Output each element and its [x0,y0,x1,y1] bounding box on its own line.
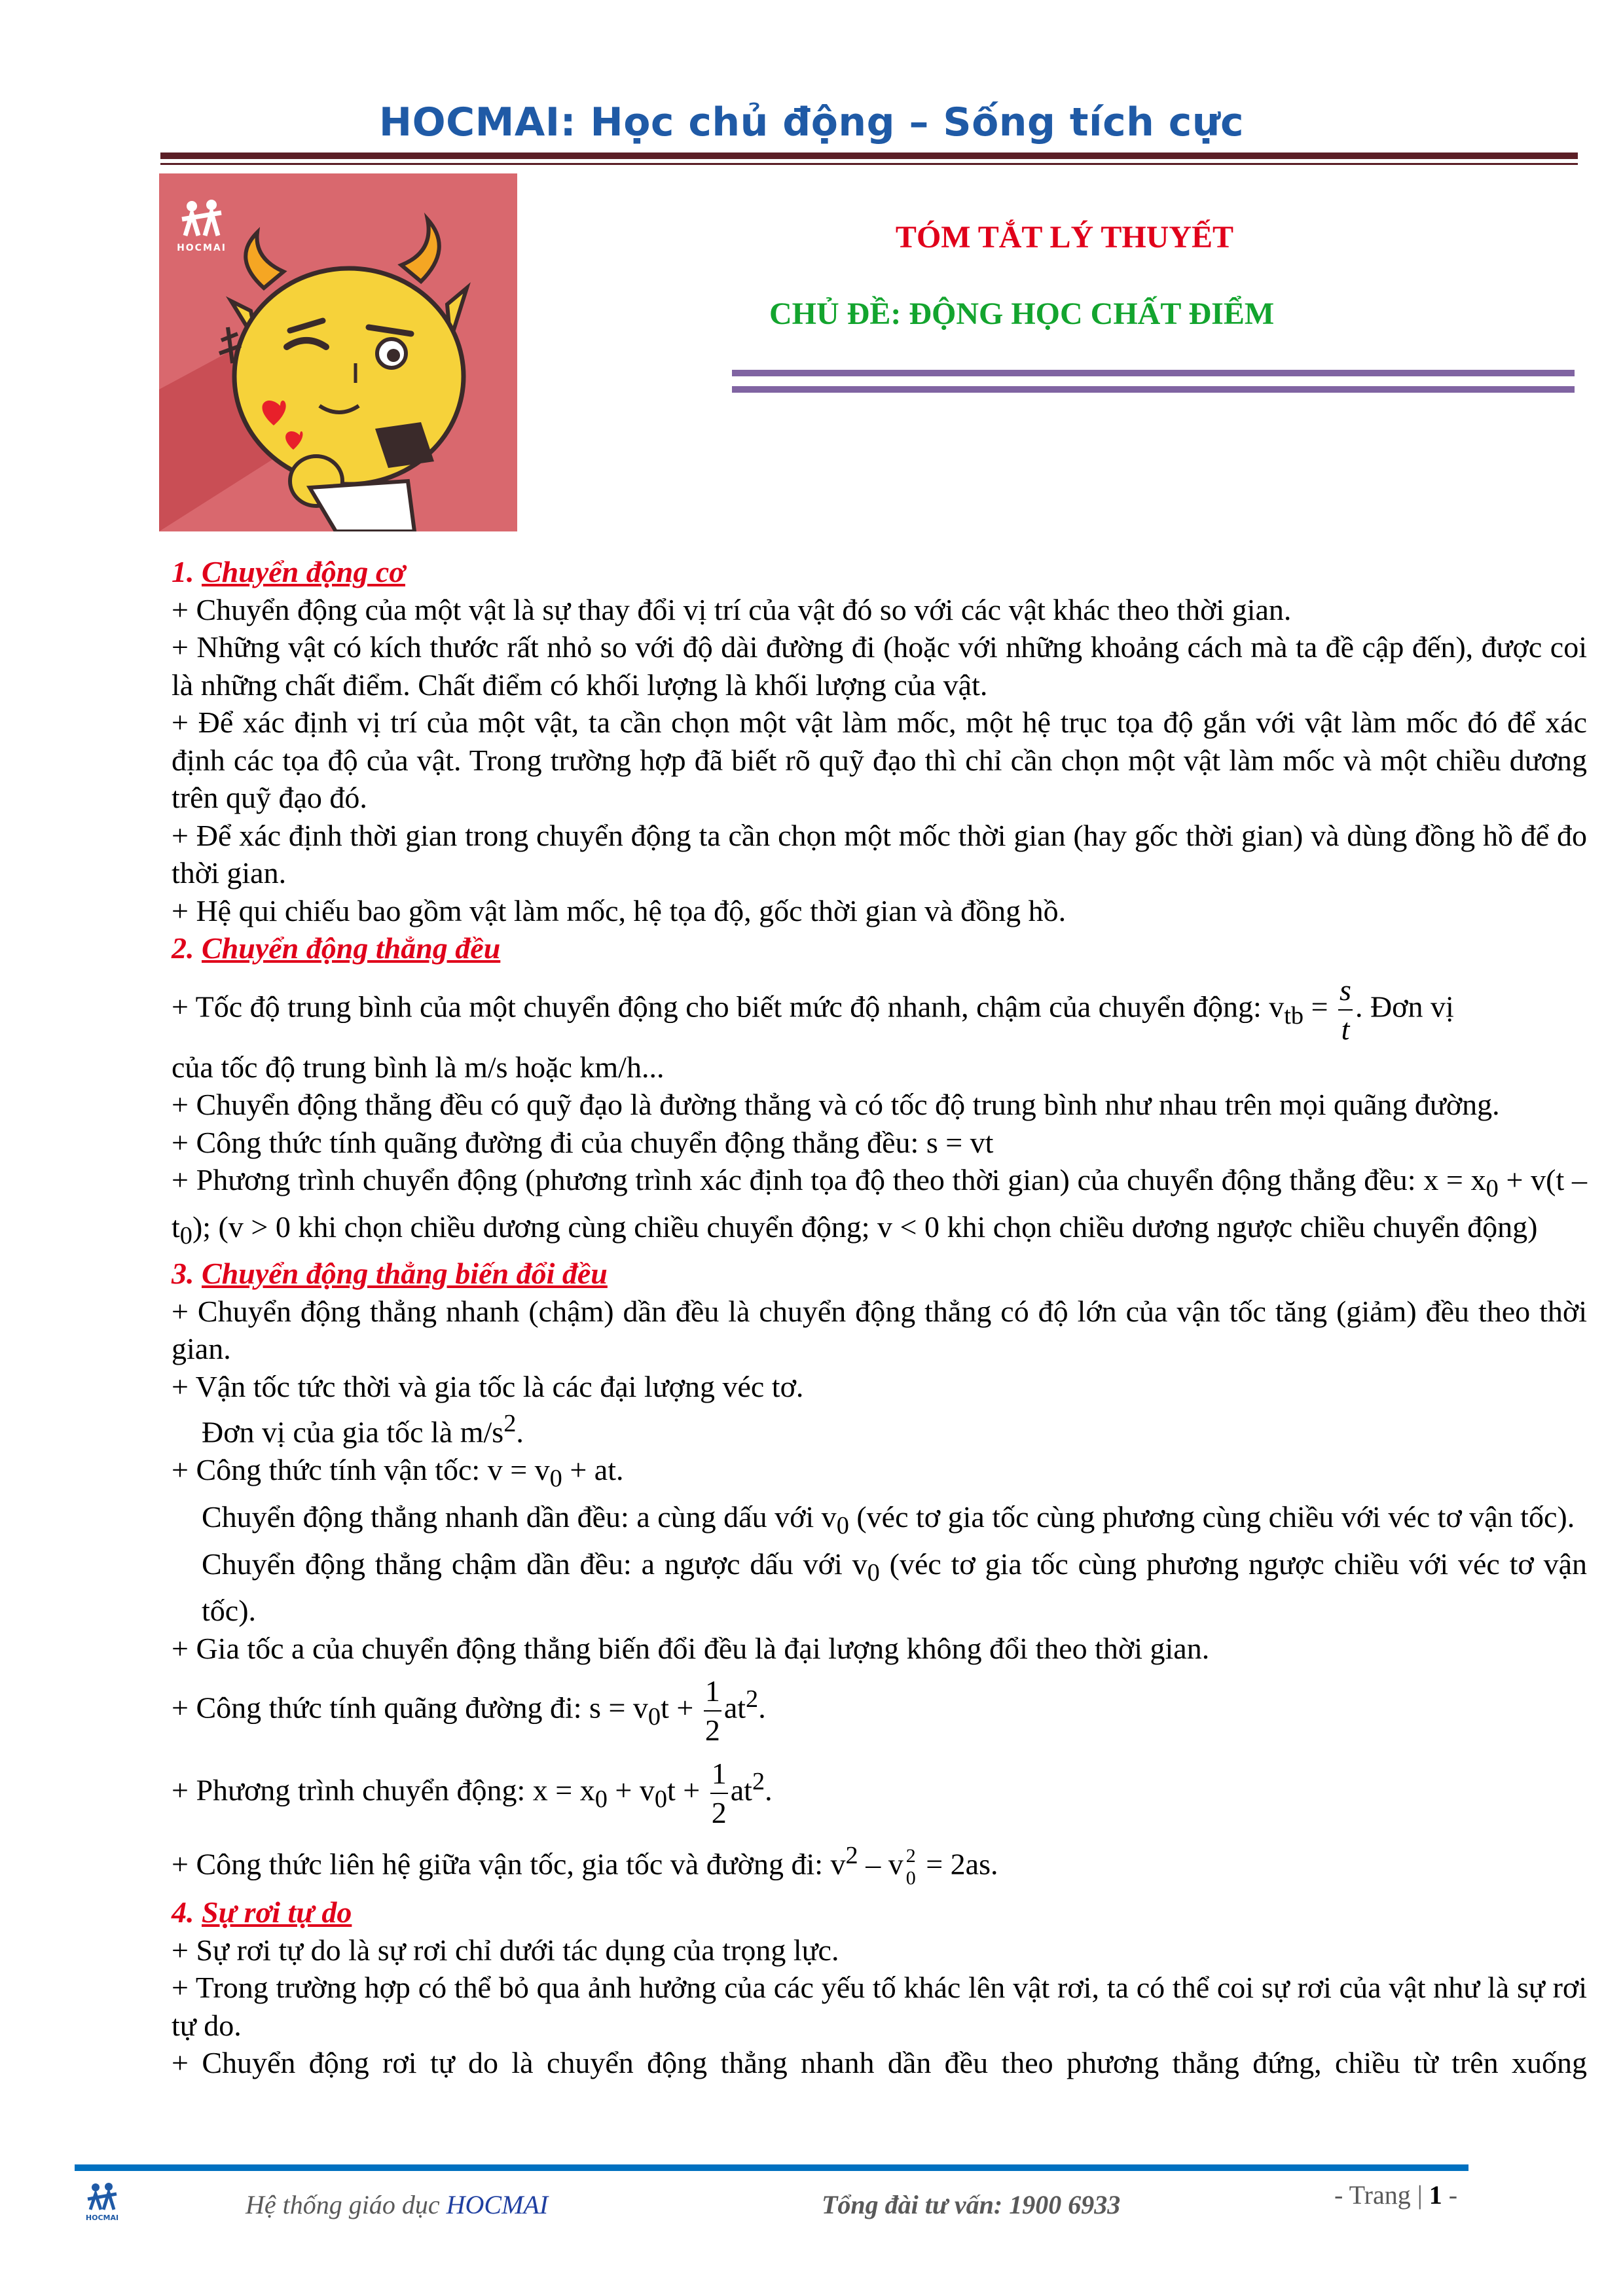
paragraph: + Sự rơi tự do là sự rơi chỉ dưới tác dụng của trọng lực. [172,1933,839,1967]
paragraph: + Công thức tính vận tốc: $v = v_0$ + at. [172,1453,624,1493]
document-body [172,553,1587,2082]
page-header-title: HOCMAI: Học chủ động – Sống tích cực [378,99,1245,145]
paragraph: Chuyển động thẳng chậm dần đều: a ngược dấu với $v_0$ (véc tơ gia tốc cùng phương ngược chiều với véc tơ vận tốc). [202,1547,1588,1628]
paragraph: + Hệ qui chiếu bao gồm vật làm mốc, hệ tọa độ, gốc thời gian và đồng hồ. [172,893,1067,927]
paragraph: + Những vật có kích thước rất nhỏ so với độ dài đường đi (hoặc với những khoảng cách mà ta đề cập đến), được coi là những chất điểm. Chất điểm có khối lượng là khối lượng của vật. [172,630,1587,702]
footer-hotline: Tổng đài tư vấn: 1900 6933 [822,2190,1121,2219]
section-heading: 1. Chuyển động cơ [172,555,405,588]
fraction: $\frac{1}{2}$ [704,1672,721,1749]
hocmai-logo-icon [177,200,227,253]
doc-topic: CHỦ ĐỀ: ĐỘNG HỌC CHẤT ĐIỂM [769,296,1275,331]
mascot-image [159,173,517,531]
footer-logo-icon [80,2179,124,2224]
sub-sup-stack: 2 0 [905,1845,916,1890]
paragraph: + Gia tốc a của chuyển động thẳng biến đổi đều là đại lượng không đổi theo thời gian. [172,1631,1210,1665]
title-rule-1 [732,370,1575,376]
paragraph: + Chuyển động rơi tự do là chuyển động thẳng nhanh dần đều theo phương thẳng đứng, chiều từ trên xuống [172,2046,1587,2080]
footer-rule [75,2164,1468,2171]
paragraph: + Để xác định thời gian trong chuyển động ta cần chọn một mốc thời gian (hay gốc thời gian) và dùng đồng hồ để đo thời gian. [172,818,1587,889]
svg-text:HOCMAI: HOCMAI [85,2214,119,2222]
paragraph: + Công thức tính quãng đường đi: $s = v_0t$ + $\frac{1}{2}$ $at^2$. [172,1672,1587,1749]
paragraph: Đơn vị của gia tốc là $m/s^2$. [202,1410,524,1449]
fraction: $\frac{s}{t}$ [1338,971,1353,1049]
paragraph: + Tốc độ trung bình của một chuyển động cho biết mức độ nhanh, chậm của chuyển động: $v_{tb}$ = $\frac{s}{t}$ . Đơn vị [172,971,1587,1049]
paragraph: + Chuyển động thẳng nhanh (chậm) dần đều là chuyển động thẳng có độ lớn của vận tốc tăng (giảm) đều theo thời gian. [172,1294,1587,1366]
paragraph: + Công thức liên hệ giữa vận tốc, gia tốc và đường đi: $v^2$ – v 2 0 = 2as. [172,1842,998,1890]
paragraph: + Để xác định vị trí của một vật, ta cần chọn một vật làm mốc, một hệ trục tọa độ gắn với vật làm mốc đó để xác định các tọa độ của vật. Trong trường hợp đã biết rõ quỹ đạo thì chỉ cần chọn một vật làm mốc và một chiều dương trên quỹ đạo đó. [172,706,1587,814]
doc-title: TÓM TẮT LÝ THUYẾT [895,220,1234,255]
header-rule-thin [160,163,1578,165]
paragraph: + Phương trình chuyển động (phương trình xác định tọa độ theo thời gian) của chuyển động thẳng đều: $x = x_0 + v(t - t_0)$; (v > 0 khi chọn chiều dương cùng chiều chuyển động; v < 0 khi chọn chiều dương ngược chiều chuyển động) [172,1163,1587,1249]
paragraph: + Chuyển động thẳng đều có quỹ đạo là đường thẳng và có tốc độ trung bình như nhau trên mọi quãng đường. [172,1088,1500,1121]
paragraph: + Công thức tính quãng đường đi của chuyển động thẳng đều: s = vt [172,1125,994,1159]
paragraph: Chuyển động thẳng nhanh dần đều: a cùng dấu với $v_0$ (véc tơ gia tốc cùng phương cùng chiều với véc tơ vận tốc). [202,1499,1575,1540]
section-heading: 3. Chuyển động thẳng biến đổi đều [172,1257,608,1291]
title-rule-2 [732,386,1575,393]
paragraph: + Chuyển động của một vật là sự thay đổi vị trí của vật đó so với các vật khác theo thời gian. [172,592,1292,626]
section-heading: 2. Chuyển động thẳng đều [172,931,501,965]
section-heading: 4. Sự rơi tự do [172,1895,352,1929]
footer-left-text: Hệ thống giáo dục HOCMAI [246,2190,549,2219]
svg-text:HOCMAI: HOCMAI [177,243,227,253]
footer-page-number: - Trang | 1 - [1334,2180,1458,2210]
paragraph: của tốc độ trung bình là m/s hoặc km/h... [172,1050,665,1084]
paragraph: + Vận tốc tức thời và gia tốc là các đại lượng véc tơ. [172,1369,804,1403]
paragraph: + Trong trường hợp có thể bỏ qua ảnh hưởng của các yếu tố khác lên vật rơi, ta có thể coi sự rơi của vật như là sự rơi tự do. [172,1971,1587,2042]
fraction: $\frac{1}{2}$ [710,1755,728,1832]
paragraph: + Phương trình chuyển động: $x = x_0 + v_0t$ + $\frac{1}{2}$ $at^2$. [172,1755,1587,1832]
header-rule-thick [160,152,1578,159]
